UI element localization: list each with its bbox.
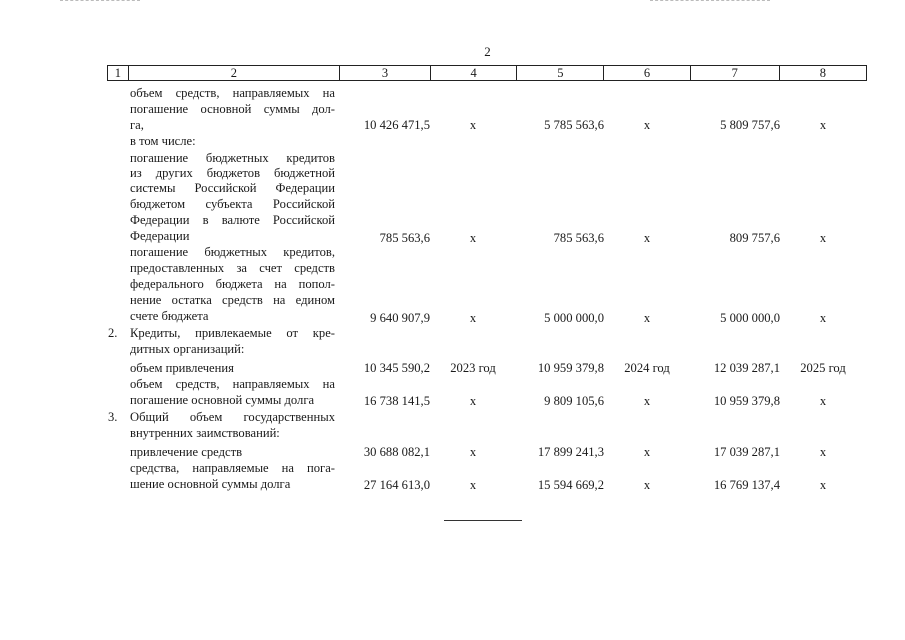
value-col5: 17 899 241,3 [537,445,604,459]
row-description-line: объем привлечения [130,361,234,375]
page-number: 2 [484,44,491,59]
row-description-line: бюджетом субъекта Российской [130,197,335,211]
value-col6: х [643,478,651,492]
row-description-line: системы Российской Федерации [130,181,335,195]
row-description-line: Общий объем государственных [130,410,335,424]
table-header-cell: 5 [517,66,604,80]
table-header-cell: 7 [691,66,780,80]
value-col3: 16 738 141,5 [363,394,430,408]
row-description-line: Кредиты, привлекаемые от кре- [130,326,335,340]
value-col5: 785 563,6 [553,231,604,245]
row-description-line: погашение основной суммы дол- [130,102,335,116]
value-col4: х [469,445,477,459]
value-col3: 10 345 590,2 [363,361,430,375]
value-col6: х [643,445,651,459]
value-col3: 10 426 471,5 [363,118,430,132]
value-col4: х [469,118,477,132]
scan-edge-line [650,0,770,1]
value-col5: 9 809 105,6 [544,394,604,408]
row-description-line: погашение бюджетных кредитов, [130,245,335,259]
row-description-line: погашение основной суммы долга [130,393,315,407]
value-col4: х [469,311,477,325]
value-col7: 10 959 379,8 [713,394,780,408]
table-header-cell: 2 [129,66,340,80]
row-description-line: средства, направляемые на пога- [130,461,335,475]
value-col7: 809 757,6 [729,231,780,245]
row-description-line: предоставленных за счет средств [130,261,335,275]
value-col3: 785 563,6 [379,231,430,245]
value-col5: 5 000 000,0 [544,311,604,325]
row-description-line: счете бюджета [130,309,209,323]
value-col6: х [643,311,651,325]
value-col7: 5 000 000,0 [720,311,780,325]
table-header-cell: 4 [431,66,517,80]
row-description-line: объем средств, направляемых на [130,377,335,391]
table-header-cell: 8 [819,66,827,80]
value-col8: х [819,118,827,132]
row-description-line: федерального бюджета на попол- [130,277,335,291]
value-col4: 2023 год [450,361,496,375]
row-description-line: га, [130,118,144,132]
value-col7: 12 039 287,1 [713,361,780,375]
value-col6: х [643,231,651,245]
value-col3: 9 640 907,9 [370,311,430,325]
item-number: 2. [108,326,118,340]
item-number: 3. [108,410,118,424]
value-col8: х [819,231,827,245]
row-description-line: внутренних заимствований: [130,426,280,440]
row-description-line: погашение бюджетных кредитов [130,151,335,165]
value-col5: 5 785 563,6 [544,118,604,132]
value-col5: 15 594 669,2 [537,478,604,492]
value-col3: 27 164 613,0 [363,478,430,492]
value-col6: 2024 год [624,361,670,375]
value-col6: х [643,394,651,408]
value-col6: х [643,118,651,132]
row-description-line: привлечение средств [130,445,243,459]
value-col8: 2025 год [800,361,846,375]
table-header-cell: 1 [108,66,129,80]
value-col7: 17 039 287,1 [713,445,780,459]
value-col7: 5 809 757,6 [720,118,780,132]
row-description-line: объем средств, направляемых на [130,86,335,100]
table-header-cell: 3 [340,66,431,80]
row-description-line: из других бюджетов бюджетной [130,166,335,180]
value-col7: 16 769 137,4 [713,478,780,492]
value-col8: х [819,445,827,459]
row-description-line: шение основной суммы долга [130,477,291,491]
row-description-line: в том числе: [130,134,196,148]
value-col4: х [469,394,477,408]
value-col3: 30 688 082,1 [363,445,430,459]
value-col8: х [819,478,827,492]
row-description-line: Федерации в валюте Российской [130,213,335,227]
value-col5: 10 959 379,8 [537,361,604,375]
table-header-cell: 6 [604,66,690,80]
table-header-row [107,65,867,81]
value-col4: х [469,231,477,245]
end-of-document-rule [444,520,522,521]
value-col8: х [819,394,827,408]
row-description-line: Федерации [130,229,190,243]
row-description-line: нение остатка средств на едином [130,293,335,307]
value-col8: х [819,311,827,325]
scan-edge-line [60,0,140,1]
row-description-line: дитных организаций: [130,342,245,356]
value-col4: х [469,478,477,492]
